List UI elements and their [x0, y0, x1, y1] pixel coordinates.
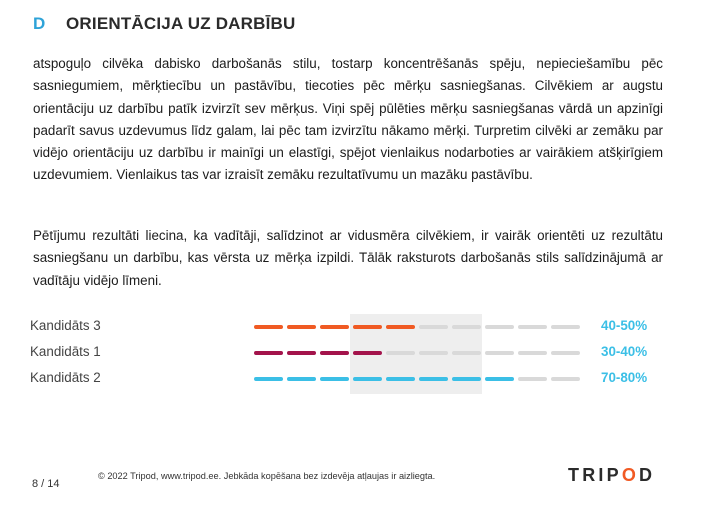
bar-segment-empty [485, 325, 514, 329]
candidate-label: Kandidāts 1 [30, 344, 101, 359]
bar-segment-empty [518, 351, 547, 355]
bar-segment-filled [320, 377, 349, 381]
bar-segment-filled [485, 377, 514, 381]
bar-segment-empty [518, 325, 547, 329]
section-title: ORIENTĀCIJA UZ DARBĪBU [66, 14, 296, 33]
bar-segment-empty [452, 351, 481, 355]
bar-segment-filled [353, 351, 382, 355]
bar-segment-empty [551, 325, 580, 329]
paragraph-research: Pētījumu rezultāti liecina, ka vadītāji, salīdzinot ar vidusmēra cilvēkiem, ir vairāk orientēti uz rezultātu sasniegšanu un darbību, kas vērsta uz mērķa izpildi. Tālāk raksturots darbošanās stils salīdzinājumā ar vadītāju vidējo līmeni. [33, 228, 663, 288]
bar-segment-filled [353, 377, 382, 381]
bar-segment-empty [452, 325, 481, 329]
bar-segment-empty [485, 351, 514, 355]
candidate-row [0, 314, 720, 340]
section-letter: D [33, 14, 46, 33]
bar-segment-empty [551, 377, 580, 381]
candidate-row [0, 366, 720, 392]
bar-segment-filled [386, 325, 415, 329]
bar-segment-filled [287, 325, 316, 329]
bar-segment-filled [353, 325, 382, 329]
bar-segment-filled [419, 377, 448, 381]
bar-segment-filled [254, 377, 283, 381]
section-heading [33, 12, 296, 36]
bar-segment-filled [386, 377, 415, 381]
bar-segment-empty [419, 325, 448, 329]
bar-segment-empty [551, 351, 580, 355]
bar-segment-filled [320, 325, 349, 329]
candidate-label: Kandidāts 2 [30, 370, 101, 385]
page-number: 8 / 14 [32, 478, 60, 490]
candidate-bar [254, 377, 584, 381]
candidate-label: Kandidāts 3 [30, 318, 101, 333]
bar-segment-filled [320, 351, 349, 355]
paragraph-intro: atspoguļo cilvēka dabisko darbošanās stilu, tostarp koncentrēšanās spēju, nepieciešamību pēc sasniegumiem, mērķtiecību un pastāvību, tiecoties pēc mērķu sasniegšanas. Cilvēkiem ar augstu orientāciju uz darbību patīk izvirzīt sev mērķus. Viņi spēj pūlēties mērķu sasniegšanas vārdā un apzinīgi padarīt savus uzdevumus līdz galam, lai pēc tam izvirzītu nākamo mērķi. Turpretim cilvēki ar zemāku par vidējo orientāciju uz darbību ir mainīgi un elastīgi, spējot vienlaikus nodarboties ar vairākiem atšķirīgiem uzdevumiem. Vienlaikus tas var izraisīt zemāku rezultatīvumu un mazāku pastāvību. [33, 56, 663, 183]
copyright-notice: © 2022 Tripod, www.tripod.ee. Jebkāda kopēšana bez izdevēja atļaujas ir aizliegta. [98, 471, 436, 481]
candidate-range: 30-40% [601, 344, 648, 359]
bar-segment-filled [452, 377, 481, 381]
candidate-comparison-chart [0, 314, 720, 394]
candidate-bar [254, 351, 584, 355]
tripod-logo: TRIPOD [568, 465, 656, 485]
bar-segment-filled [254, 325, 283, 329]
bar-segment-filled [254, 351, 283, 355]
candidate-range: 40-50% [601, 318, 648, 333]
bar-segment-empty [419, 351, 448, 355]
candidate-row [0, 340, 720, 366]
bar-segment-empty [518, 377, 547, 381]
bar-segment-filled [287, 377, 316, 381]
candidate-range: 70-80% [601, 370, 648, 385]
bar-segment-empty [386, 351, 415, 355]
bar-segment-filled [287, 351, 316, 355]
candidate-bar [254, 325, 584, 329]
